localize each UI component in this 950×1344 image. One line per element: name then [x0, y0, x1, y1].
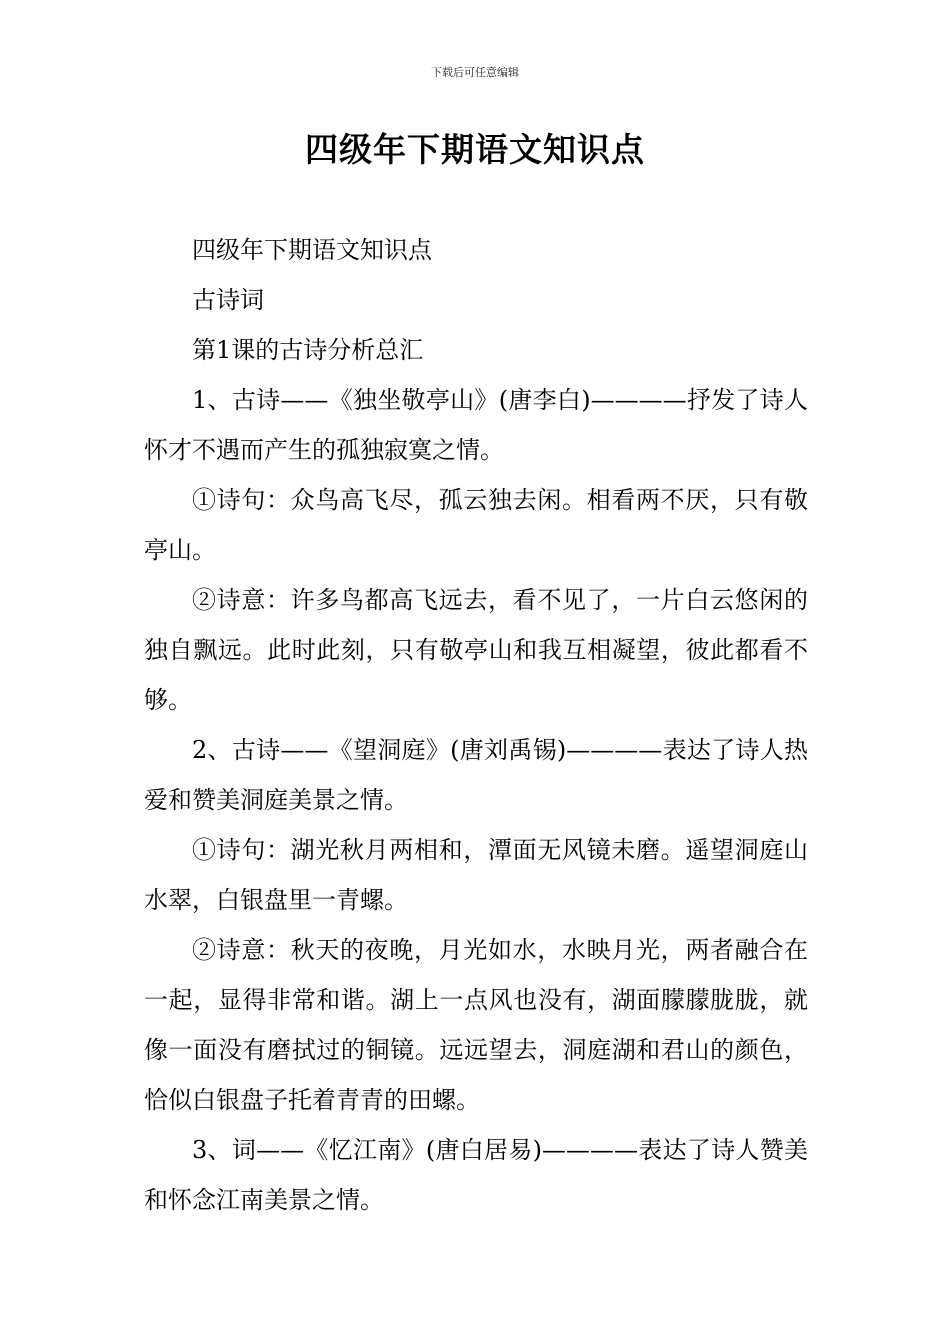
paragraph-lesson-heading: 第1课的古诗分析总汇 [192, 336, 424, 364]
paragraph-poem-2-meaning: ②诗意：秋天的夜晚，月光如水，水映月光，两者融合在一起，显得非常和谐。湖上一点风也没有，湖面朦朦胧胧，就像一面没有磨拭过的铜镜。远远望去，洞庭湖和君山的颜色，恰似白银盘子托着青青的田螺。 [144, 936, 808, 1114]
paragraph-poem-2-intro: 2、古诗——《望洞庭》(唐刘禹锡)————表达了诗人热爱和赞美洞庭美景之情。 [144, 736, 808, 814]
paragraph-poem-1-intro: 1、古诗——《独坐敬亭山》(唐李白)————抒发了诗人怀才不遇而产生的孤独寂寞之情。 [144, 386, 808, 464]
paragraph-poem-1-meaning: ②诗意：许多鸟都高飞远去，看不见了，一片白云悠闲的独自飘远。此时此刻，只有敬亭山和我互相凝望，彼此都看不够。 [144, 586, 808, 714]
document-body [144, 225, 808, 1225]
paragraph-section-heading: 古诗词 [192, 286, 264, 314]
document-title: 四级年下期语文知识点 [305, 130, 645, 169]
header-note: 下载后可任意编辑 [431, 66, 519, 79]
paragraph-poem-1-lines: ①诗句：众鸟高飞尽，孤云独去闲。相看两不厌，只有敬亭山。 [144, 486, 808, 564]
paragraph-poem-2-lines: ①诗句：湖光秋月两相和，潭面无风镜未磨。遥望洞庭山水翠，白银盘里一青螺。 [144, 836, 808, 914]
paragraph-subtitle: 四级年下期语文知识点 [192, 236, 432, 264]
paragraph-poem-3-intro: 3、词——《忆江南》(唐白居易)————表达了诗人赞美和怀念江南美景之情。 [144, 1136, 808, 1214]
